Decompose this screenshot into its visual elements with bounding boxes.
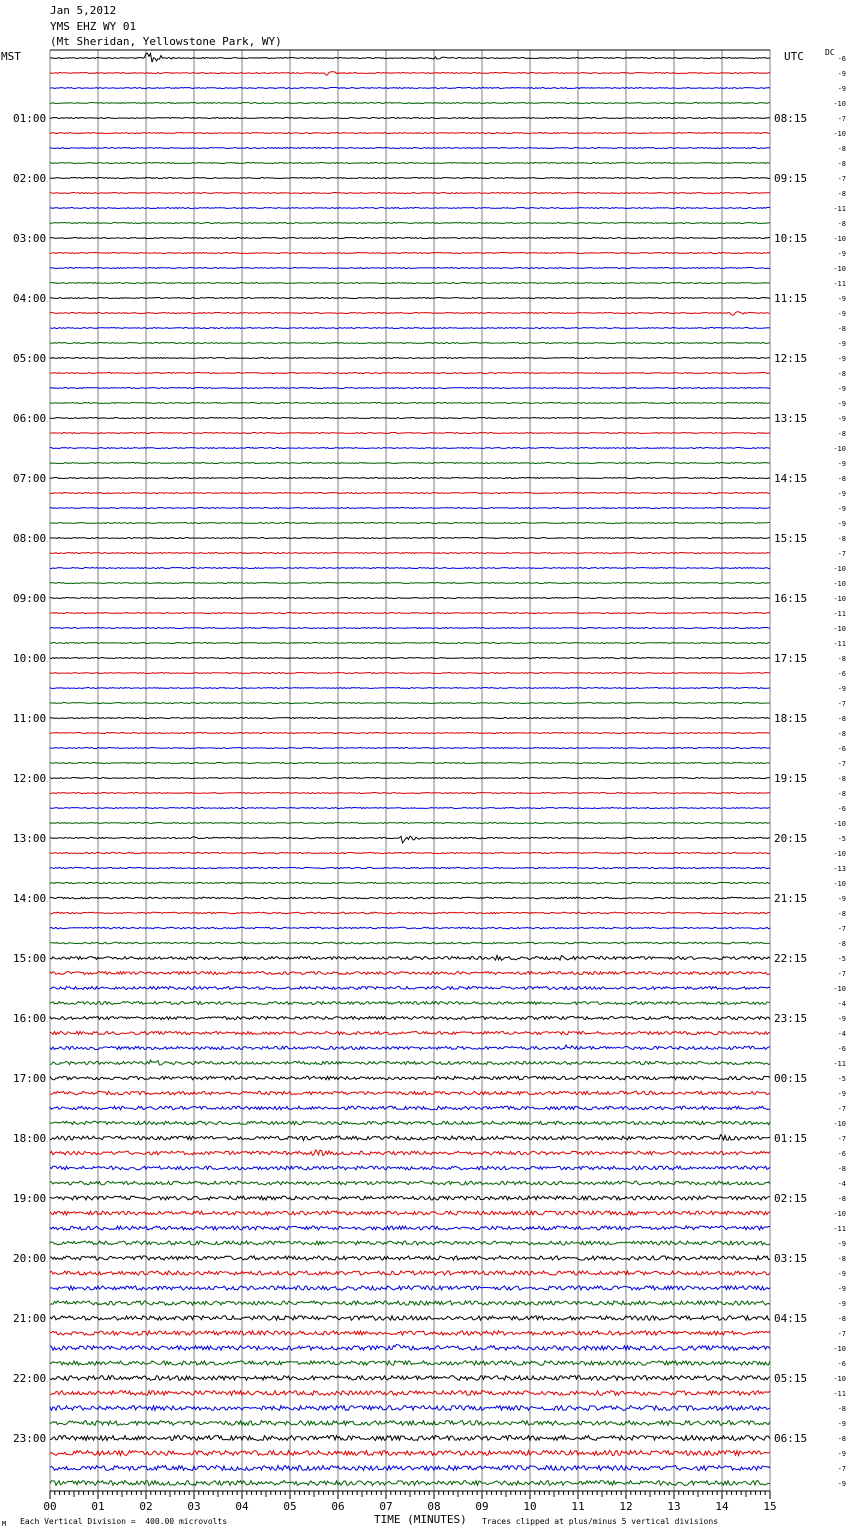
seismic-trace (50, 1301, 770, 1305)
x-tick-label: 05 (283, 1500, 297, 1513)
seismic-trace (50, 1121, 770, 1124)
seismic-trace (50, 1361, 770, 1365)
dc-offset-label: -9 (837, 1450, 846, 1458)
dc-offset-label: -8 (837, 535, 846, 543)
dc-offset-label: -9 (837, 355, 846, 363)
x-tick-label: 01 (91, 1500, 105, 1513)
left-hour-label: 20:00 (13, 1252, 47, 1265)
seismic-trace (50, 1196, 770, 1200)
dc-offset-label: -9 (837, 340, 846, 348)
left-hour-label: 11:00 (13, 712, 47, 725)
dc-offset-label: -9 (837, 1300, 846, 1308)
left-hour-label: 07:00 (13, 472, 47, 485)
dc-label: DC (825, 48, 835, 57)
seismic-trace (50, 1166, 770, 1170)
seismic-trace (50, 1481, 770, 1486)
seismic-trace (50, 343, 770, 344)
x-axis-title: TIME (MINUTES) (374, 1513, 467, 1526)
x-tick-label: 09 (475, 1500, 489, 1513)
x-tick-label: 06 (331, 1500, 345, 1513)
time-axis (43, 1491, 776, 1513)
dc-offset-label: -7 (837, 700, 846, 708)
seismic-trace (50, 733, 770, 734)
dc-offset-label: -8 (837, 160, 846, 168)
dc-offset-label: -5 (837, 1075, 846, 1083)
seismic-trace (50, 1331, 770, 1335)
seismic-trace (50, 897, 770, 899)
left-hour-label: 12:00 (13, 772, 47, 785)
seismic-trace (50, 88, 770, 89)
seismic-trace (50, 373, 770, 374)
dc-offset-label: -7 (837, 115, 846, 123)
seismic-trace (50, 508, 770, 509)
dc-offset-label: -9 (837, 1090, 846, 1098)
seismic-trace (50, 778, 770, 779)
dc-offset-label: -10 (833, 850, 846, 858)
left-hour-label: 18:00 (13, 1132, 47, 1145)
seismic-trace (50, 688, 770, 689)
dc-offset-label: -8 (837, 730, 846, 738)
dc-offset-label: -11 (833, 280, 846, 288)
left-hour-label: 14:00 (13, 892, 47, 905)
seismic-trace (50, 1271, 770, 1275)
left-hour-label: 05:00 (13, 352, 47, 365)
x-tick-label: 11 (571, 1500, 585, 1513)
right-hour-label: 08:15 (774, 112, 808, 125)
dc-offset-label: -8 (837, 1315, 846, 1323)
right-hour-label: 19:15 (774, 772, 808, 785)
seismic-trace (50, 133, 770, 134)
dc-offset-label: -10 (833, 1210, 846, 1218)
dc-offset-label: -10 (833, 1120, 846, 1128)
dc-offset-label: -9 (837, 895, 846, 903)
dc-offset-label: -8 (837, 145, 846, 153)
seismic-trace (50, 1376, 770, 1381)
right-hour-label: 09:15 (774, 172, 808, 185)
seismic-trace (50, 836, 770, 843)
seismic-trace (50, 268, 770, 269)
seismic-trace (50, 493, 770, 494)
seismic-trace (50, 1226, 770, 1230)
seismic-trace (50, 1286, 770, 1290)
dc-offset-label: -8 (837, 1165, 846, 1173)
seismic-trace (50, 193, 770, 194)
right-timezone-label: UTC (784, 50, 804, 63)
dc-offset-label: -11 (833, 1225, 846, 1233)
right-hour-label: 02:15 (774, 1192, 808, 1205)
seismic-trace (50, 358, 770, 359)
dc-offset-label: -6 (837, 670, 846, 678)
dc-offset-label: -5 (837, 955, 846, 963)
seismic-trace (50, 53, 770, 62)
dc-offset-label: -7 (837, 970, 846, 978)
dc-offset-label: -10 (833, 1375, 846, 1383)
seismic-trace (50, 598, 770, 599)
seismic-trace (50, 703, 770, 704)
x-tick-label: 08 (427, 1500, 441, 1513)
right-hour-label: 22:15 (774, 952, 808, 965)
right-hour-label: 04:15 (774, 1312, 808, 1325)
dc-offset-label: -8 (837, 1255, 846, 1263)
dc-offset-label: -9 (837, 70, 846, 78)
dc-offset-label: -8 (837, 190, 846, 198)
x-tick-label: 10 (523, 1500, 537, 1513)
seismic-trace (50, 1045, 770, 1050)
seismic-trace (50, 643, 770, 644)
dc-offset-label: -7 (837, 550, 846, 558)
left-hour-label: 16:00 (13, 1012, 47, 1025)
right-hour-label: 13:15 (774, 412, 808, 425)
dc-offset-label: -9 (837, 385, 846, 393)
dc-offset-label: -10 (833, 625, 846, 633)
dc-offset-label: -8 (837, 940, 846, 948)
seismic-trace (50, 882, 770, 883)
seismic-trace (50, 163, 770, 164)
dc-offset-label: -10 (833, 880, 846, 888)
dc-offset-label: -4 (837, 1030, 846, 1038)
dc-offset-label: -10 (833, 130, 846, 138)
seismic-trace (50, 1316, 770, 1320)
right-hour-label: 10:15 (774, 232, 808, 245)
seismic-trace (50, 1016, 770, 1019)
dc-offset-label: -6 (837, 1360, 846, 1368)
right-hour-label: 18:15 (774, 712, 808, 725)
seismic-trace (50, 1391, 770, 1396)
dc-offset-label: -9 (837, 520, 846, 528)
seismic-trace (50, 478, 770, 479)
seismic-trace (50, 448, 770, 449)
dc-offset-label: -6 (837, 745, 846, 753)
x-tick-label: 00 (43, 1500, 57, 1513)
dc-offset-label: -9 (837, 1240, 846, 1248)
corner-mark: M (2, 1520, 7, 1528)
left-hour-label: 06:00 (13, 412, 47, 425)
dc-offset-label: -8 (837, 775, 846, 783)
left-hour-label: 10:00 (13, 652, 47, 665)
dc-offset-label: -8 (837, 475, 846, 483)
minute-grid (50, 50, 770, 1491)
seismic-trace (50, 178, 770, 179)
dc-offset-label: -8 (837, 1435, 846, 1443)
x-tick-label: 02 (139, 1500, 153, 1513)
dc-offset-label: -7 (837, 760, 846, 768)
left-hour-label: 22:00 (13, 1372, 47, 1385)
dc-offset-label: -11 (833, 205, 846, 213)
seismic-trace (50, 103, 770, 104)
dc-offset-label: -10 (833, 595, 846, 603)
dc-offset-label: -10 (833, 1345, 846, 1353)
seismic-trace (50, 1002, 770, 1005)
right-hour-label: 11:15 (774, 292, 808, 305)
dc-offset-label: -9 (837, 1015, 846, 1023)
seismic-trace (50, 793, 770, 794)
seismic-trace (50, 942, 770, 944)
dc-offset-label: -11 (833, 640, 846, 648)
right-hour-label: 21:15 (774, 892, 808, 905)
dc-offset-label: -10 (833, 445, 846, 453)
x-tick-label: 03 (187, 1500, 201, 1513)
left-hour-label: 04:00 (13, 292, 47, 305)
dc-offset-label: -7 (837, 175, 846, 183)
seismic-trace (50, 118, 770, 119)
seismic-trace (50, 538, 770, 539)
seismic-trace (50, 553, 770, 554)
dc-offset-label: -8 (837, 370, 846, 378)
seismic-trace (50, 912, 770, 914)
seismic-trace (50, 1256, 770, 1260)
seismic-trace (50, 748, 770, 749)
seismic-trace (50, 208, 770, 209)
left-timezone-label: MST (1, 50, 21, 63)
dc-offset-label: -9 (837, 460, 846, 468)
seismic-trace (50, 1466, 770, 1471)
dc-offset-label: -7 (837, 1330, 846, 1338)
left-hour-label: 19:00 (13, 1192, 47, 1205)
dc-offset-label: -9 (837, 1285, 846, 1293)
dc-offset-label: -10 (833, 985, 846, 993)
left-hour-label: 13:00 (13, 832, 47, 845)
seismic-trace (50, 1345, 770, 1351)
dc-offset-label: -8 (837, 1405, 846, 1413)
dc-offset-label: -9 (837, 685, 846, 693)
seismic-trace (50, 312, 770, 316)
seismic-trace (50, 673, 770, 674)
left-hour-label: 17:00 (13, 1072, 47, 1085)
seismic-trace (50, 1091, 770, 1094)
seismic-trace (50, 1241, 770, 1245)
seismic-trace (50, 253, 770, 254)
dc-offset-label: -8 (837, 220, 846, 228)
left-hour-label: 15:00 (13, 952, 47, 965)
seismic-trace (50, 867, 770, 868)
right-hour-label: 15:15 (774, 532, 808, 545)
dc-offset-label: -9 (837, 490, 846, 498)
date-label: Jan 5,2012 (50, 4, 117, 17)
seismic-trace (50, 328, 770, 329)
seismic-trace (50, 463, 770, 464)
seismic-trace (50, 583, 770, 584)
seismic-trace (50, 433, 770, 434)
dc-offset-label: -8 (837, 715, 846, 723)
dc-offset-label: -9 (837, 310, 846, 318)
dc-offset-label: -6 (837, 1045, 846, 1053)
seismic-trace (50, 658, 770, 659)
seismic-trace (50, 1076, 770, 1079)
right-hour-label: 06:15 (774, 1432, 808, 1445)
seismic-trace (50, 283, 770, 284)
seismic-trace (50, 628, 770, 629)
station-label: YMS EHZ WY 01 (50, 20, 137, 33)
right-hour-label: 12:15 (774, 352, 808, 365)
seismic-trace (50, 298, 770, 299)
dc-offset-label: -7 (837, 1105, 846, 1113)
dc-offset-label: -9 (837, 1270, 846, 1278)
seismic-trace (50, 1031, 770, 1034)
dc-offset-label: -11 (833, 610, 846, 618)
dc-offset-label: -9 (837, 85, 846, 93)
x-tick-label: 13 (667, 1500, 681, 1513)
seismic-trace (50, 1150, 770, 1156)
dc-offset-label: -7 (837, 1465, 846, 1473)
right-hour-label: 01:15 (774, 1132, 808, 1145)
seismic-trace (50, 987, 770, 990)
location-label: (Mt Sheridan, Yellowstone Park, WY) (50, 35, 282, 48)
seismic-trace (50, 718, 770, 719)
dc-offset-label: -10 (833, 565, 846, 573)
x-tick-label: 12 (619, 1500, 633, 1513)
left-hour-label: 23:00 (13, 1432, 47, 1445)
seismic-trace (50, 568, 770, 569)
seismic-trace (50, 1451, 770, 1456)
dc-offset-label: -8 (837, 1195, 846, 1203)
dc-offset-label: -7 (837, 1135, 846, 1143)
dc-offset-label: -10 (833, 265, 846, 273)
seismic-trace (50, 823, 770, 824)
right-hour-label: 16:15 (774, 592, 808, 605)
dc-offset-label: -6 (837, 55, 846, 63)
seismic-trace (50, 852, 770, 853)
dc-offset-label: -9 (837, 1480, 846, 1488)
right-hour-label: 14:15 (774, 472, 808, 485)
left-hour-label: 08:00 (13, 532, 47, 545)
seismic-trace (50, 613, 770, 614)
right-hour-label: 05:15 (774, 1372, 808, 1385)
clip-note: Traces clipped at plus/minus 5 vertical divisions (482, 1517, 719, 1526)
dc-offset-label: -6 (837, 1150, 846, 1158)
dc-offset-label: -8 (837, 325, 846, 333)
seismic-trace (50, 223, 770, 224)
right-hour-label: 03:15 (774, 1252, 808, 1265)
right-hour-label: 20:15 (774, 832, 808, 845)
seismic-trace (50, 1436, 770, 1441)
dc-offset-label: -6 (837, 805, 846, 813)
dc-offset-label: -10 (833, 820, 846, 828)
dc-offset-label: -8 (837, 430, 846, 438)
right-hour-label: 17:15 (774, 652, 808, 665)
dc-offset-label: -11 (833, 1390, 846, 1398)
x-tick-label: 14 (715, 1500, 729, 1513)
left-hour-label: 02:00 (13, 172, 47, 185)
dc-offset-label: -7 (837, 925, 846, 933)
x-tick-label: 04 (235, 1500, 249, 1513)
seismic-trace (50, 1106, 770, 1109)
dc-offset-label: -10 (833, 100, 846, 108)
seismic-trace (50, 763, 770, 764)
seismic-trace (50, 1211, 770, 1215)
dc-offset-label: -8 (837, 790, 846, 798)
seismic-trace (50, 808, 770, 809)
seismic-trace (50, 972, 770, 975)
right-hour-label: 00:15 (774, 1072, 808, 1085)
scale-note: Each Vertical Division = 400.00 microvolts (20, 1517, 228, 1526)
x-tick-label: 15 (763, 1500, 777, 1513)
seismic-trace (50, 418, 770, 419)
trace-group (50, 53, 770, 1485)
dc-offset-label: -13 (833, 865, 846, 873)
dc-offset-label: -9 (837, 295, 846, 303)
seismic-trace (50, 1135, 770, 1141)
dc-offset-label: -8 (837, 655, 846, 663)
seismic-trace (50, 72, 770, 76)
dc-offset-label: -9 (837, 1420, 846, 1428)
left-hour-label: 01:00 (13, 112, 47, 125)
dc-offset-label: -4 (837, 1000, 846, 1008)
seismic-trace (50, 403, 770, 404)
dc-offset-label: -10 (833, 235, 846, 243)
seismic-trace (50, 523, 770, 524)
seismic-trace (50, 1406, 770, 1411)
dc-offset-label: -9 (837, 250, 846, 258)
right-hour-label: 23:15 (774, 1012, 808, 1025)
seismic-trace (50, 1421, 770, 1426)
seismic-trace (50, 388, 770, 389)
left-hour-label: 03:00 (13, 232, 47, 245)
seismic-trace (50, 238, 770, 239)
dc-offset-label: -11 (833, 1060, 846, 1068)
dc-offset-label: -8 (837, 910, 846, 918)
hour-labels (13, 55, 846, 1488)
seismic-trace (50, 148, 770, 149)
seismic-trace (50, 1181, 770, 1185)
seismic-trace (50, 956, 770, 961)
left-hour-label: 09:00 (13, 592, 47, 605)
seismic-trace (50, 1060, 770, 1065)
dc-offset-label: -10 (833, 580, 846, 588)
dc-offset-label: -9 (837, 400, 846, 408)
dc-offset-label: -5 (837, 835, 846, 843)
dc-offset-label: -9 (837, 415, 846, 423)
seismic-trace (50, 927, 770, 929)
left-hour-label: 21:00 (13, 1312, 47, 1325)
x-tick-label: 07 (379, 1500, 393, 1513)
dc-offset-label: -9 (837, 505, 846, 513)
dc-offset-label: -4 (837, 1180, 846, 1188)
